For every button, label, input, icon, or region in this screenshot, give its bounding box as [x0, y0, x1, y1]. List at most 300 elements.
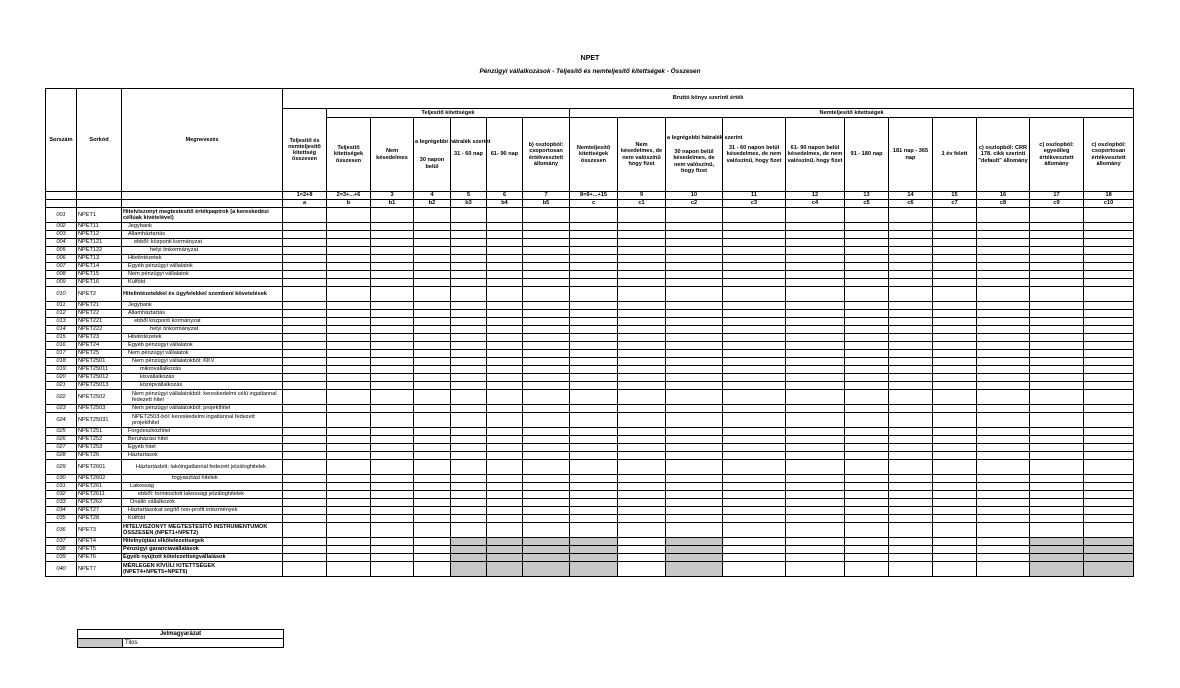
value-cell[interactable]: [1030, 452, 1084, 460]
value-cell[interactable]: [371, 562, 414, 577]
value-cell[interactable]: [618, 405, 666, 413]
value-cell[interactable]: [977, 413, 1030, 428]
value-cell[interactable]: [786, 515, 845, 523]
value-cell[interactable]: [786, 452, 845, 460]
value-cell[interactable]: [327, 287, 371, 302]
value-cell[interactable]: [327, 223, 371, 231]
value-cell[interactable]: [414, 310, 451, 318]
value-cell[interactable]: [283, 223, 327, 231]
value-cell[interactable]: [487, 334, 523, 342]
value-cell[interactable]: [1084, 374, 1134, 382]
value-cell[interactable]: [889, 255, 933, 263]
value-cell[interactable]: [845, 499, 889, 507]
value-cell[interactable]: [933, 366, 977, 374]
value-cell[interactable]: [723, 428, 786, 436]
value-cell[interactable]: [786, 507, 845, 515]
value-cell[interactable]: [327, 428, 371, 436]
value-cell[interactable]: [523, 263, 570, 271]
value-cell[interactable]: [933, 350, 977, 358]
value-cell[interactable]: [570, 342, 618, 350]
value-cell[interactable]: [570, 405, 618, 413]
value-cell[interactable]: [889, 239, 933, 247]
value-cell[interactable]: [283, 366, 327, 374]
value-cell[interactable]: [1084, 302, 1134, 310]
value-cell[interactable]: [1084, 358, 1134, 366]
value-cell[interactable]: [786, 374, 845, 382]
value-cell[interactable]: [414, 287, 451, 302]
value-cell[interactable]: [1030, 310, 1084, 318]
value-cell[interactable]: [1084, 239, 1134, 247]
value-cell[interactable]: [523, 444, 570, 452]
value-cell[interactable]: [977, 358, 1030, 366]
value-cell[interactable]: [570, 326, 618, 334]
value-cell[interactable]: [371, 231, 414, 239]
value-cell[interactable]: [666, 444, 723, 452]
value-cell[interactable]: [570, 538, 618, 546]
value-cell[interactable]: [723, 483, 786, 491]
value-cell[interactable]: [933, 452, 977, 460]
value-cell[interactable]: [1084, 428, 1134, 436]
value-cell[interactable]: [570, 247, 618, 255]
value-cell[interactable]: [723, 499, 786, 507]
value-cell[interactable]: [451, 263, 487, 271]
value-cell[interactable]: [1084, 515, 1134, 523]
value-cell[interactable]: [327, 302, 371, 310]
value-cell[interactable]: [414, 231, 451, 239]
value-cell[interactable]: [570, 460, 618, 475]
value-cell[interactable]: [414, 302, 451, 310]
value-cell[interactable]: [1030, 405, 1084, 413]
value-cell[interactable]: [523, 554, 570, 562]
value-cell[interactable]: [977, 554, 1030, 562]
value-cell[interactable]: [666, 223, 723, 231]
value-cell[interactable]: [414, 413, 451, 428]
value-cell[interactable]: [786, 326, 845, 334]
value-cell[interactable]: [523, 382, 570, 390]
value-cell[interactable]: [1030, 523, 1084, 538]
value-cell[interactable]: [1084, 499, 1134, 507]
value-cell[interactable]: [618, 475, 666, 483]
value-cell[interactable]: [977, 515, 1030, 523]
value-cell[interactable]: [570, 562, 618, 577]
value-cell[interactable]: [1084, 326, 1134, 334]
value-cell[interactable]: [570, 279, 618, 287]
value-cell[interactable]: [327, 475, 371, 483]
value-cell[interactable]: [1084, 231, 1134, 239]
value-cell[interactable]: [414, 554, 451, 562]
value-cell[interactable]: [977, 334, 1030, 342]
value-cell[interactable]: [523, 231, 570, 239]
value-cell[interactable]: [1030, 436, 1084, 444]
value-cell[interactable]: [933, 562, 977, 577]
value-cell[interactable]: [371, 390, 414, 405]
value-cell[interactable]: [618, 460, 666, 475]
value-cell[interactable]: [371, 538, 414, 546]
value-cell[interactable]: [666, 499, 723, 507]
value-cell[interactable]: [523, 507, 570, 515]
value-cell[interactable]: [933, 546, 977, 554]
value-cell[interactable]: [1084, 460, 1134, 475]
value-cell[interactable]: [523, 271, 570, 279]
value-cell[interactable]: [977, 475, 1030, 483]
value-cell[interactable]: [523, 390, 570, 405]
value-cell[interactable]: [933, 223, 977, 231]
value-cell[interactable]: [889, 326, 933, 334]
value-cell[interactable]: [570, 546, 618, 554]
value-cell[interactable]: [1084, 452, 1134, 460]
value-cell[interactable]: [977, 546, 1030, 554]
value-cell[interactable]: [977, 318, 1030, 326]
value-cell[interactable]: [283, 554, 327, 562]
value-cell[interactable]: [933, 382, 977, 390]
value-cell[interactable]: [666, 562, 723, 577]
value-cell[interactable]: [1084, 279, 1134, 287]
value-cell[interactable]: [327, 247, 371, 255]
value-cell[interactable]: [845, 223, 889, 231]
value-cell[interactable]: [618, 507, 666, 515]
value-cell[interactable]: [487, 223, 523, 231]
value-cell[interactable]: [414, 452, 451, 460]
value-cell[interactable]: [666, 436, 723, 444]
value-cell[interactable]: [283, 247, 327, 255]
value-cell[interactable]: [327, 436, 371, 444]
value-cell[interactable]: [723, 546, 786, 554]
value-cell[interactable]: [1084, 366, 1134, 374]
value-cell[interactable]: [889, 231, 933, 239]
value-cell[interactable]: [618, 428, 666, 436]
value-cell[interactable]: [523, 546, 570, 554]
value-cell[interactable]: [327, 271, 371, 279]
value-cell[interactable]: [570, 271, 618, 279]
value-cell[interactable]: [845, 239, 889, 247]
value-cell[interactable]: [523, 405, 570, 413]
value-cell[interactable]: [723, 208, 786, 223]
value-cell[interactable]: [618, 546, 666, 554]
value-cell[interactable]: [666, 231, 723, 239]
value-cell[interactable]: [786, 247, 845, 255]
value-cell[interactable]: [977, 523, 1030, 538]
value-cell[interactable]: [889, 413, 933, 428]
value-cell[interactable]: [487, 318, 523, 326]
value-cell[interactable]: [371, 287, 414, 302]
value-cell[interactable]: [618, 452, 666, 460]
value-cell[interactable]: [977, 223, 1030, 231]
value-cell[interactable]: [451, 483, 487, 491]
value-cell[interactable]: [570, 310, 618, 318]
value-cell[interactable]: [618, 350, 666, 358]
value-cell[interactable]: [570, 208, 618, 223]
value-cell[interactable]: [889, 460, 933, 475]
value-cell[interactable]: [723, 444, 786, 452]
value-cell[interactable]: [487, 436, 523, 444]
value-cell[interactable]: [523, 239, 570, 247]
value-cell[interactable]: [1030, 350, 1084, 358]
value-cell[interactable]: [414, 523, 451, 538]
value-cell[interactable]: [1030, 366, 1084, 374]
value-cell[interactable]: [845, 523, 889, 538]
value-cell[interactable]: [1084, 475, 1134, 483]
value-cell[interactable]: [487, 350, 523, 358]
value-cell[interactable]: [723, 452, 786, 460]
value-cell[interactable]: [618, 436, 666, 444]
value-cell[interactable]: [451, 247, 487, 255]
value-cell[interactable]: [327, 538, 371, 546]
value-cell[interactable]: [283, 546, 327, 554]
value-cell[interactable]: [845, 366, 889, 374]
value-cell[interactable]: [371, 342, 414, 350]
value-cell[interactable]: [451, 523, 487, 538]
value-cell[interactable]: [933, 279, 977, 287]
value-cell[interactable]: [523, 326, 570, 334]
value-cell[interactable]: [618, 302, 666, 310]
value-cell[interactable]: [414, 515, 451, 523]
value-cell[interactable]: [570, 452, 618, 460]
value-cell[interactable]: [723, 302, 786, 310]
value-cell[interactable]: [1030, 483, 1084, 491]
value-cell[interactable]: [666, 475, 723, 483]
value-cell[interactable]: [933, 239, 977, 247]
value-cell[interactable]: [723, 231, 786, 239]
value-cell[interactable]: [570, 263, 618, 271]
value-cell[interactable]: [451, 350, 487, 358]
value-cell[interactable]: [1030, 390, 1084, 405]
value-cell[interactable]: [933, 428, 977, 436]
value-cell[interactable]: [786, 413, 845, 428]
value-cell[interactable]: [933, 334, 977, 342]
value-cell[interactable]: [327, 444, 371, 452]
value-cell[interactable]: [487, 255, 523, 263]
value-cell[interactable]: [786, 334, 845, 342]
value-cell[interactable]: [523, 358, 570, 366]
value-cell[interactable]: [977, 239, 1030, 247]
value-cell[interactable]: [283, 562, 327, 577]
value-cell[interactable]: [1030, 271, 1084, 279]
value-cell[interactable]: [487, 507, 523, 515]
value-cell[interactable]: [618, 554, 666, 562]
value-cell[interactable]: [723, 562, 786, 577]
value-cell[interactable]: [1030, 263, 1084, 271]
value-cell[interactable]: [371, 271, 414, 279]
value-cell[interactable]: [523, 310, 570, 318]
value-cell[interactable]: [414, 318, 451, 326]
value-cell[interactable]: [523, 255, 570, 263]
value-cell[interactable]: [1084, 538, 1134, 546]
value-cell[interactable]: [414, 350, 451, 358]
value-cell[interactable]: [414, 263, 451, 271]
value-cell[interactable]: [523, 460, 570, 475]
value-cell[interactable]: [1030, 231, 1084, 239]
value-cell[interactable]: [487, 231, 523, 239]
value-cell[interactable]: [414, 538, 451, 546]
value-cell[interactable]: [487, 523, 523, 538]
value-cell[interactable]: [618, 491, 666, 499]
value-cell[interactable]: [487, 499, 523, 507]
value-cell[interactable]: [327, 382, 371, 390]
value-cell[interactable]: [487, 358, 523, 366]
value-cell[interactable]: [283, 208, 327, 223]
value-cell[interactable]: [1030, 287, 1084, 302]
value-cell[interactable]: [845, 444, 889, 452]
value-cell[interactable]: [570, 444, 618, 452]
value-cell[interactable]: [570, 366, 618, 374]
value-cell[interactable]: [283, 326, 327, 334]
value-cell[interactable]: [723, 255, 786, 263]
value-cell[interactable]: [1030, 358, 1084, 366]
value-cell[interactable]: [371, 318, 414, 326]
value-cell[interactable]: [327, 326, 371, 334]
value-cell[interactable]: [371, 523, 414, 538]
value-cell[interactable]: [845, 271, 889, 279]
value-cell[interactable]: [618, 366, 666, 374]
value-cell[interactable]: [786, 562, 845, 577]
value-cell[interactable]: [283, 318, 327, 326]
value-cell[interactable]: [451, 436, 487, 444]
value-cell[interactable]: [523, 318, 570, 326]
value-cell[interactable]: [371, 475, 414, 483]
value-cell[interactable]: [371, 452, 414, 460]
value-cell[interactable]: [371, 405, 414, 413]
value-cell[interactable]: [1030, 562, 1084, 577]
value-cell[interactable]: [889, 374, 933, 382]
value-cell[interactable]: [786, 318, 845, 326]
value-cell[interactable]: [327, 358, 371, 366]
value-cell[interactable]: [487, 413, 523, 428]
value-cell[interactable]: [666, 358, 723, 366]
value-cell[interactable]: [1084, 223, 1134, 231]
value-cell[interactable]: [723, 366, 786, 374]
value-cell[interactable]: [414, 247, 451, 255]
value-cell[interactable]: [666, 366, 723, 374]
value-cell[interactable]: [487, 271, 523, 279]
value-cell[interactable]: [786, 483, 845, 491]
value-cell[interactable]: [451, 554, 487, 562]
value-cell[interactable]: [666, 302, 723, 310]
value-cell[interactable]: [1030, 382, 1084, 390]
value-cell[interactable]: [723, 374, 786, 382]
value-cell[interactable]: [570, 239, 618, 247]
value-cell[interactable]: [1084, 310, 1134, 318]
value-cell[interactable]: [523, 452, 570, 460]
value-cell[interactable]: [283, 499, 327, 507]
value-cell[interactable]: [1084, 390, 1134, 405]
value-cell[interactable]: [327, 279, 371, 287]
value-cell[interactable]: [1030, 255, 1084, 263]
value-cell[interactable]: [723, 310, 786, 318]
value-cell[interactable]: [889, 263, 933, 271]
value-cell[interactable]: [666, 452, 723, 460]
value-cell[interactable]: [933, 231, 977, 239]
value-cell[interactable]: [786, 255, 845, 263]
value-cell[interactable]: [845, 436, 889, 444]
value-cell[interactable]: [371, 382, 414, 390]
value-cell[interactable]: [327, 507, 371, 515]
value-cell[interactable]: [570, 436, 618, 444]
value-cell[interactable]: [1084, 287, 1134, 302]
value-cell[interactable]: [1084, 318, 1134, 326]
value-cell[interactable]: [327, 310, 371, 318]
value-cell[interactable]: [371, 491, 414, 499]
value-cell[interactable]: [327, 523, 371, 538]
value-cell[interactable]: [1084, 562, 1134, 577]
value-cell[interactable]: [523, 475, 570, 483]
value-cell[interactable]: [1030, 515, 1084, 523]
value-cell[interactable]: [933, 302, 977, 310]
value-cell[interactable]: [845, 428, 889, 436]
value-cell[interactable]: [1030, 374, 1084, 382]
value-cell[interactable]: [618, 334, 666, 342]
value-cell[interactable]: [933, 460, 977, 475]
value-cell[interactable]: [977, 538, 1030, 546]
value-cell[interactable]: [977, 382, 1030, 390]
value-cell[interactable]: [723, 279, 786, 287]
value-cell[interactable]: [618, 287, 666, 302]
value-cell[interactable]: [618, 444, 666, 452]
value-cell[interactable]: [1030, 444, 1084, 452]
value-cell[interactable]: [845, 413, 889, 428]
value-cell[interactable]: [889, 271, 933, 279]
value-cell[interactable]: [487, 515, 523, 523]
value-cell[interactable]: [889, 302, 933, 310]
value-cell[interactable]: [1084, 436, 1134, 444]
value-cell[interactable]: [414, 358, 451, 366]
value-cell[interactable]: [723, 436, 786, 444]
value-cell[interactable]: [889, 358, 933, 366]
value-cell[interactable]: [371, 255, 414, 263]
value-cell[interactable]: [845, 483, 889, 491]
value-cell[interactable]: [1084, 491, 1134, 499]
value-cell[interactable]: [845, 374, 889, 382]
value-cell[interactable]: [570, 231, 618, 239]
value-cell[interactable]: [618, 413, 666, 428]
value-cell[interactable]: [327, 255, 371, 263]
value-cell[interactable]: [414, 334, 451, 342]
value-cell[interactable]: [845, 390, 889, 405]
value-cell[interactable]: [977, 263, 1030, 271]
value-cell[interactable]: [570, 334, 618, 342]
value-cell[interactable]: [666, 271, 723, 279]
value-cell[interactable]: [451, 208, 487, 223]
value-cell[interactable]: [570, 483, 618, 491]
value-cell[interactable]: [327, 231, 371, 239]
value-cell[interactable]: [283, 452, 327, 460]
value-cell[interactable]: [570, 491, 618, 499]
value-cell[interactable]: [451, 239, 487, 247]
value-cell[interactable]: [283, 271, 327, 279]
value-cell[interactable]: [451, 318, 487, 326]
value-cell[interactable]: [977, 255, 1030, 263]
value-cell[interactable]: [977, 342, 1030, 350]
value-cell[interactable]: [977, 271, 1030, 279]
value-cell[interactable]: [451, 279, 487, 287]
value-cell[interactable]: [786, 444, 845, 452]
value-cell[interactable]: [666, 239, 723, 247]
value-cell[interactable]: [977, 452, 1030, 460]
value-cell[interactable]: [723, 239, 786, 247]
value-cell[interactable]: [1084, 483, 1134, 491]
value-cell[interactable]: [371, 428, 414, 436]
value-cell[interactable]: [283, 523, 327, 538]
value-cell[interactable]: [666, 460, 723, 475]
value-cell[interactable]: [723, 538, 786, 546]
value-cell[interactable]: [845, 554, 889, 562]
value-cell[interactable]: [570, 255, 618, 263]
value-cell[interactable]: [723, 318, 786, 326]
value-cell[interactable]: [1084, 413, 1134, 428]
value-cell[interactable]: [889, 310, 933, 318]
value-cell[interactable]: [786, 271, 845, 279]
value-cell[interactable]: [786, 310, 845, 318]
value-cell[interactable]: [283, 538, 327, 546]
